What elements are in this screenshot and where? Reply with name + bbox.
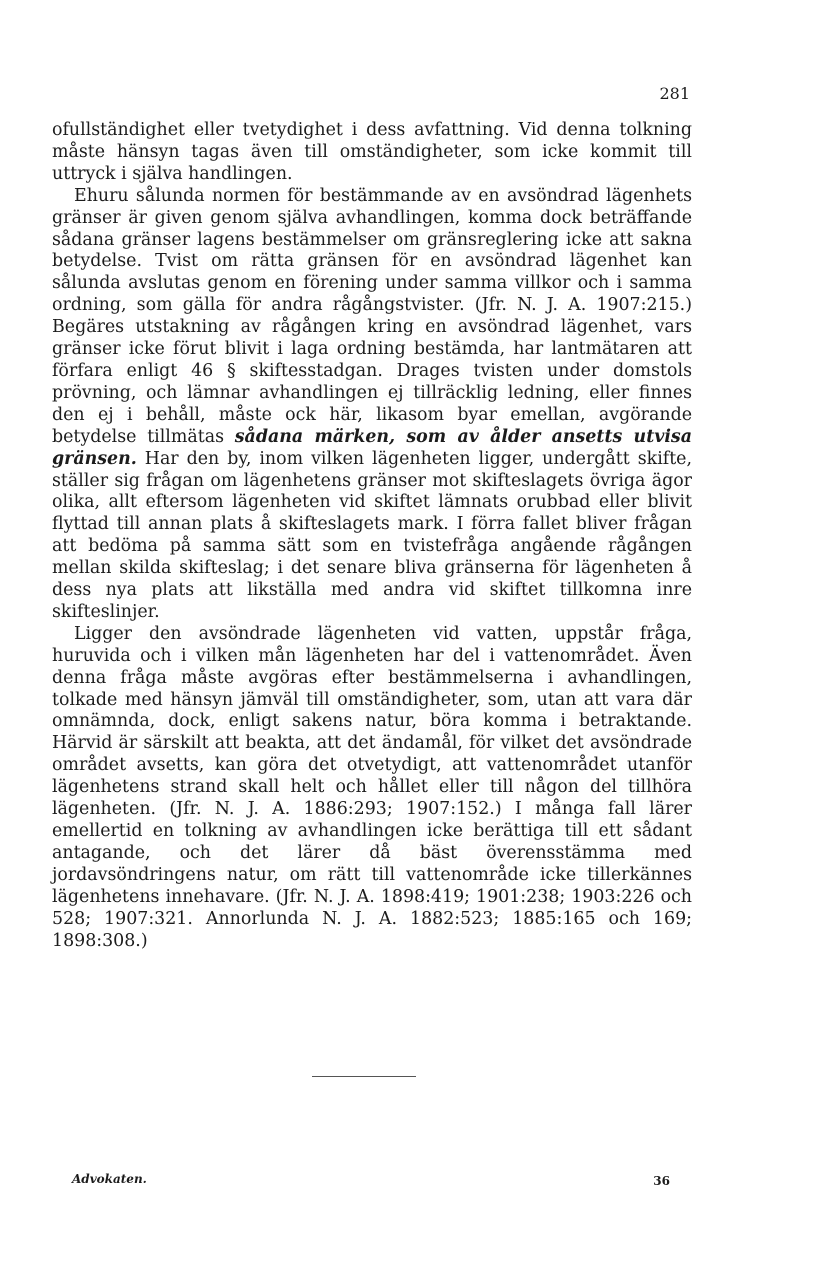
page-number: 281: [659, 84, 690, 103]
paragraph-2-text-b: Har den by, inom vilken lägenheten ligger, undergått skifte, ställer sig frågan om lägenhetens gränser mot skifteslagets övriga ägor olika, allt eftersom lägenheten vid skiftet lämnats orubbad eller blivit flyttad till annan plats å skifteslagets mark. I förra fallet bliver frågan att bedöma på samma sätt som en tvistefråga angående rågången mellan skilda skifteslag; i det senare bliva gränserna för lägenheten å dess nya plats att likställa med andra vid skiftet tillkomna inre skifteslinjer.: [52, 448, 692, 622]
signature-mark: Advokaten.: [72, 1172, 147, 1186]
paragraph-1-text: ofullständighet eller tvetydighet i dess avfattning. Vid denna tolkning måste hänsyn tagas även till omständigheter, som icke kommit till uttryck i själva handlingen.: [52, 120, 692, 184]
paragraph-3-text: Ligger den avsöndrade lägenheten vid vatten, uppstår fråga, huruvida och i vilken mån lägenheten har del i vattenområdet. Även denna fråga måste avgöras efter bestämmelserna i avhandlingen, tolkade med hänsyn jämväl till omständigheter, som, utan att vara där omnämnda, dock, enligt sakens natur, böra komma i betraktande. Härvid är särskilt att beakta, att det ändamål, för vilket det avsöndrade området avsetts, kan göra det otvetydigt, att vattenområdet utanför lägenhetens strand skall helt och hållet eller till någon del tillhöra lägenheten. (Jfr. N. J. A. 1886:293; 1907:152.) I många fall lärer emellertid en tolkning av avhandlingen icke berättiga till ett sådant antagande, och det lärer då bäst överensstämma med jordavsöndringens natur, om rätt till vattenområde icke tillerkännes lägenhetens innehavare. (Jfr. N. J. A. 1898:419; 1901:238; 1903:226 och 528; 1907:321. Annorlunda N. J. A. 1882:523; 1885:165 och 169; 1898:308.): [52, 623, 692, 951]
paragraph-2: [52, 186, 692, 624]
body-text: [52, 120, 692, 952]
paragraph-2-text-a: Ehuru sålunda normen för bestämmande av en avsöndrad lägenhets gränser är given genom själva avhandlingen, komma dock beträffande sådana gränser lagens bestämmelser om gränsreglering icke att sakna betydelse. Tvist om rätta gränsen för en avsöndrad lägenhet kan sålunda avslutas genom en förening under samma villkor och i samma ordning, som gälla för andra rågångstvister. (Jfr. N. J. A. 1907:215.) Begäres utstakning av rågången kring en avsöndrad lägenhet, vars gränser icke förut blivit i laga ordning bestämda, har lantmätaren att förfara enligt 46 § skiftesstadgan. Drages tvisten under domstols prövning, och lämnar avhandlingen ej tillräcklig ledning, eller finnes den ej i behåll, måste ock här, likasom byar emellan, avgörande betydelse tillmätas: [52, 185, 692, 447]
paragraph-3: [52, 624, 692, 953]
paragraph-2-emphasis: sådana märken, som av ålder ansetts utvisa gränsen.: [52, 426, 692, 469]
section-divider: [312, 1076, 416, 1077]
paragraph-1: [52, 120, 692, 186]
sheet-number: 36: [653, 1174, 670, 1188]
